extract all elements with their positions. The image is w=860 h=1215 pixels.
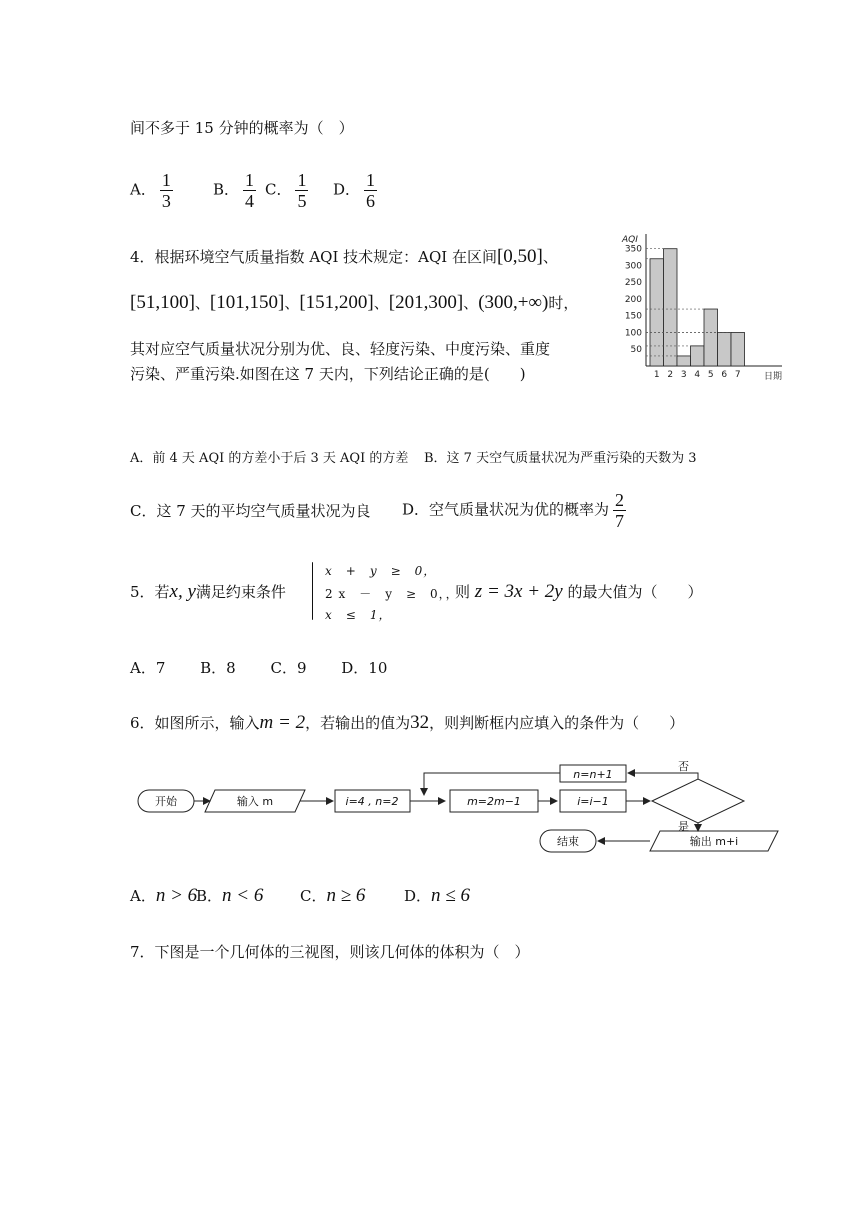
q4-line2: [51,100]、[101,150]、[151,200]、[201,300]、(300,+∞)时， (130, 292, 579, 313)
q6-option-b: B．n < 6 (196, 885, 264, 906)
q6-mid: ，若输出的值为 (305, 714, 411, 732)
flow-decision-diamond (652, 779, 744, 823)
bar (718, 332, 732, 366)
flow-end-label: 结束 (557, 835, 579, 848)
flow-dec-label: i=i−1 (577, 795, 609, 808)
x-tick-label: 3 (680, 370, 687, 380)
q3-option-a (130, 170, 177, 211)
q4-interval-2: [101,150] (209, 292, 285, 313)
q4-option-d-text: D．空气质量状况为优的概率为 (402, 500, 610, 519)
flow-init-label: i=4 , n=2 (345, 795, 399, 808)
q4-option-a: A．前 4 天 AQI 的方差小于后 3 天 AQI 的方差 (130, 451, 409, 466)
q6-option-c: C．n ≥ 6 (300, 885, 366, 906)
y-tick-label: 50 (630, 345, 642, 356)
q7-stem: 7．下图是一个几何体的三视图，则该几何体的体积为（ ） (130, 943, 530, 961)
q5-suffix: 的最大值为（ ） (567, 583, 703, 601)
q5-vars: x, y (169, 581, 196, 602)
bar (704, 309, 718, 366)
flow-start-label: 开始 (155, 795, 177, 808)
y-tick-label: 350 (624, 244, 642, 255)
flow-input-label: 输入 m (236, 795, 274, 808)
q4-option-d (402, 490, 630, 531)
q6-option-d: D．n ≤ 6 (404, 885, 470, 906)
q4-interval-3: [151,200] (299, 292, 374, 313)
q5-constraint-1: x + y ≥ 0， (325, 564, 437, 578)
q3-tail-text: 间不多于 15 分钟的概率为（ ） (130, 119, 354, 137)
x-tick-label: 1 (653, 370, 660, 380)
q3-option-c-fraction: $\frac{1}{5}$ (297, 170, 307, 211)
y-axis-label: AQI (622, 235, 638, 245)
flow-output-label: 输出 m+i (689, 835, 739, 848)
q3-option-b-fraction: $\frac{1}{4}$ (245, 170, 255, 211)
q6-option-a: A．n > 6 (130, 885, 198, 906)
q4-line1-tail: 、 (542, 248, 558, 266)
q5-constraint-3: x ≤ 1， (325, 608, 392, 622)
x-tick-label: 6 (721, 370, 728, 380)
q4-line3: 其对应空气质量状况分别为优、良、轻度污染、中度污染、重度 (130, 340, 551, 358)
flowchart (130, 755, 790, 860)
x-tick-label: 7 (734, 370, 741, 380)
x-axis-label: 日期 (764, 372, 783, 382)
q3-option-b (213, 170, 260, 211)
bar (677, 356, 691, 366)
flow-yes-label: 是 (678, 820, 689, 833)
q4-option-b: B．这 7 天空气质量状况为严重污染的天数为 3 (424, 451, 697, 466)
q5-options: A．7 B．8 C．9 D．10 (130, 659, 388, 677)
flow-inc-label: n=n+1 (573, 768, 613, 781)
q5-mid: 满足约束条件 (195, 583, 286, 601)
q6-stem (130, 712, 684, 734)
q3-option-d (333, 170, 381, 211)
q5-constraint-2: 2 x － y ≥ 0，， (325, 587, 459, 601)
q3-option-a-fraction: $\frac{1}{3}$ (161, 170, 171, 211)
q6-option-b-expr: n < 6 (222, 885, 264, 906)
q4-interval-5: (300,+∞) (478, 292, 549, 313)
q6-option-c-expr: n ≥ 6 (326, 885, 366, 906)
q4-line2-tail: 时， (548, 294, 579, 312)
bar (691, 346, 705, 366)
q4-interval-0: [0,50] (496, 246, 543, 267)
q5-expr: z = 3x + 2y (474, 581, 563, 602)
q3-option-c-label: C． (265, 180, 292, 199)
q5-prefix: 5．若 (130, 583, 170, 601)
bar (650, 259, 664, 366)
q6-input-value: m = 2 (259, 712, 306, 733)
y-tick-label: 100 (624, 328, 642, 339)
q4-line1 (130, 246, 558, 268)
q3-option-d-label: D． (333, 180, 361, 199)
y-tick-label: 250 (624, 278, 642, 289)
q4-option-d-fraction: $\frac{2}{7}$ (615, 490, 625, 531)
q3-option-b-label: B． (213, 180, 240, 199)
q6-suffix: ，则判断框内应填入的条件为（ ） (429, 714, 685, 732)
q4-option-c: C．这 7 天的平均空气质量状况为良 (130, 502, 371, 520)
q6-option-d-expr: n ≤ 6 (431, 885, 470, 906)
q3-option-d-fraction: $\frac{1}{6}$ (366, 170, 376, 211)
q5-constraint-brace (312, 562, 313, 620)
y-tick-label: 150 (624, 311, 642, 322)
flow-assign-label: m=2m−1 (467, 795, 521, 808)
bar (664, 249, 678, 366)
y-tick-label: 300 (624, 261, 642, 272)
q3-option-c (265, 170, 312, 211)
q3-option-a-label: A． (130, 180, 156, 199)
q5-then: 则 (455, 583, 471, 601)
q4-line4: 污染、严重污染.如图在这 7 天内，下列结论正确的是( ) (130, 365, 526, 383)
q4-interval-4: [201,300] (388, 292, 464, 313)
bar (731, 332, 745, 366)
q4-interval-1: [51,100] (130, 292, 195, 313)
q6-option-a-expr: n > 6 (155, 885, 198, 906)
flow-no-label: 否 (678, 760, 689, 773)
q4-line1-text: 4．根据环境空气质量指数 AQI 技术规定：AQI 在区间 (130, 248, 497, 266)
y-tick-label: 200 (624, 294, 642, 305)
x-tick-label: 4 (694, 370, 701, 380)
x-tick-label: 5 (707, 370, 714, 380)
aqi-bar-chart (612, 226, 788, 386)
q6-prefix: 6．如图所示，输入 (130, 714, 260, 732)
q5-stem (130, 581, 286, 603)
q5-objective (455, 581, 703, 603)
x-tick-label: 2 (667, 370, 674, 380)
q6-output-value: 32 (410, 712, 430, 733)
